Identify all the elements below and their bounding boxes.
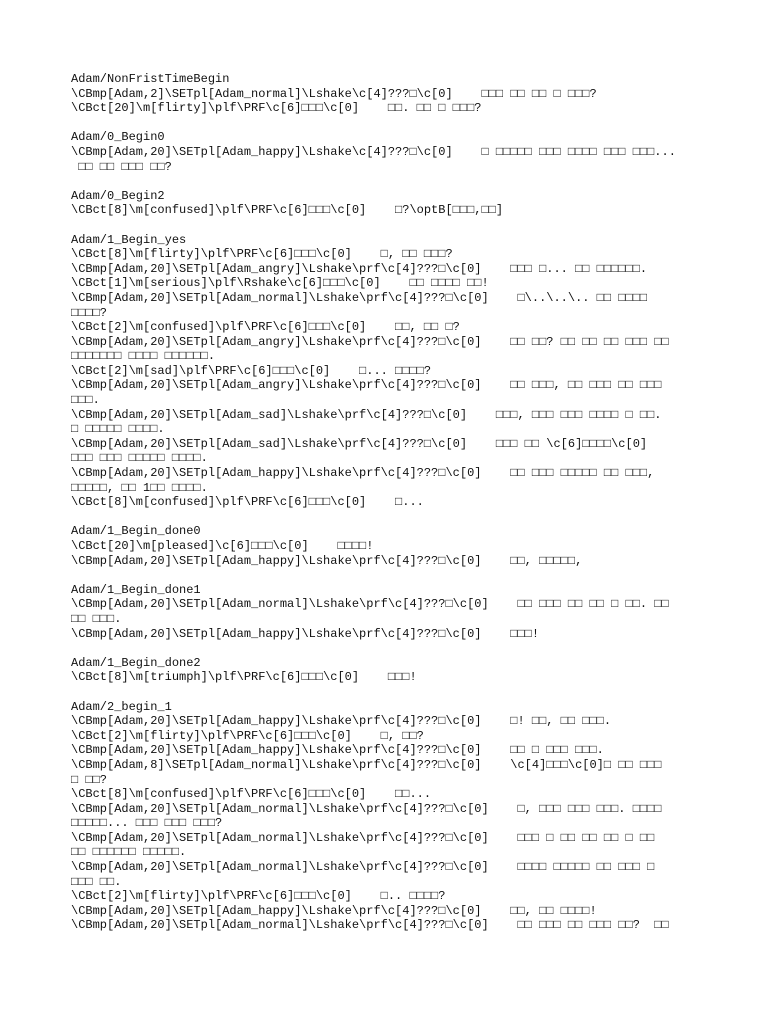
script-line: \CBmp[Adam,20]\SETpl[Adam_sad]\Lshake\prf\c[4]???□\c[0] □□□, □□□ □□□ □□□□ □ □□. xyxy=(71,407,662,422)
script-line: \CBmp[Adam,20]\SETpl[Adam_normal]\Lshake\prf\c[4]???□\c[0] □□□ □ □□ □□ □□ □ □□ xyxy=(71,830,655,845)
script-line: \CBmp[Adam,20]\SETpl[Adam_happy]\Lshake\prf\c[4]???□\c[0] □□□! xyxy=(71,626,540,641)
script-line: \CBmp[Adam,20]\SETpl[Adam_angry]\Lshake\prf\c[4]???□\c[0] □□ □□□, □□ □□□ □□ □□□ xyxy=(71,378,662,393)
script-line: \CBct[2]\m[flirty]\plf\PRF\c[6]□□□\c[0] □, □□? xyxy=(71,728,424,743)
script-block xyxy=(71,130,711,174)
script-line: \CBmp[Adam,20]\SETpl[Adam_happy]\Lshake\c[4]???□\c[0] □ □□□□□ □□□ □□□□ □□□ □□□... xyxy=(71,144,676,159)
script-line: \CBmp[Adam,20]\SETpl[Adam_angry]\Lshake\prf\c[4]???□\c[0] □□ □□? □□ □□ □□ □□□ □□ xyxy=(71,334,669,349)
script-line: \CBmp[Adam,20]\SETpl[Adam_normal]\Lshake\prf\c[4]???□\c[0] □□ □□□ □□ □□ □ □□. □□ xyxy=(71,597,669,612)
script-line: □□ □□□□□□ □□□□□. xyxy=(71,845,187,860)
script-line: □□□□□, □□ 1□□ □□□□. xyxy=(71,480,208,495)
script-line: \CBct[1]\m[serious]\plf\Rshake\c[6]□□□\c[0] □□ □□□□ □□! xyxy=(71,276,489,291)
script-line: \CBmp[Adam,20]\SETpl[Adam_normal]\Lshake\prf\c[4]???□\c[0] □□ □□□ □□ □□□ □□? □□ xyxy=(71,918,669,933)
script-label: Adam/1_Begin_done0 xyxy=(71,524,201,539)
script-label: Adam/0_Begin2 xyxy=(71,188,165,203)
script-line: \CBmp[Adam,20]\SETpl[Adam_normal]\Lshake\prf\c[4]???□\c[0] □\..\..\.. □□ □□□□ xyxy=(71,290,648,305)
script-line: □□ □□ □□□ □□? xyxy=(71,159,172,174)
script-line: \CBmp[Adam,20]\SETpl[Adam_happy]\Lshake\prf\c[4]???□\c[0] □□ □ □□□ □□□. xyxy=(71,743,604,758)
script-label: Adam/NonFristTimeBegin xyxy=(71,72,230,86)
script-line: □ □□□□□ □□□□. xyxy=(71,422,165,437)
script-line: \CBct[20]\m[pleased]\c[6]□□□\c[0] □□□□! xyxy=(71,539,374,553)
script-line: \CBmp[Adam,2]\SETpl[Adam_normal]\Lshake\c[4]???□\c[0] □□□ □□ □□ □ □□□? xyxy=(71,86,597,101)
script-line: \CBct[2]\m[flirty]\plf\PRF\c[6]□□□\c[0] □.. □□□□? xyxy=(71,889,446,904)
script-line: \CBct[2]\m[confused]\plf\PRF\c[6]□□□\c[0] □□, □□ □? xyxy=(71,320,460,335)
script-line: \CBct[8]\m[confused]\plf\PRF\c[6]□□□\c[0] □□... xyxy=(71,787,432,802)
script-label: Adam/2_begin_1 xyxy=(71,699,172,714)
script-block xyxy=(71,700,711,934)
script-line: □□□ □□□ □□□□□ □□□□. xyxy=(71,451,208,466)
script-line: □□□□□... □□□ □□□ □□□? xyxy=(71,816,223,831)
script-label: Adam/1_Begin_done2 xyxy=(71,655,201,670)
script-line: \CBmp[Adam,20]\SETpl[Adam_happy]\Lshake\prf\c[4]???□\c[0] □□ □□□ □□□□□ □□ □□□, xyxy=(71,466,655,481)
script-line: \CBmp[Adam,20]\SETpl[Adam_normal]\Lshake\prf\c[4]???□\c[0] □□□□ □□□□□ □□ □□□ □ xyxy=(71,860,655,875)
script-line: □□□□? xyxy=(71,305,108,320)
script-label: Adam/1_Begin_done1 xyxy=(71,582,201,597)
script-block xyxy=(71,524,711,568)
script-block xyxy=(71,583,711,641)
script-line: \CBct[8]\m[confused]\plf\PRF\c[6]□□□\c[0] □?\optB[□□□,□□] xyxy=(71,203,504,218)
script-line: \CBmp[Adam,20]\SETpl[Adam_happy]\Lshake\prf\c[4]???□\c[0] □! □□, □□ □□□. xyxy=(71,714,612,729)
script-block xyxy=(71,189,711,218)
script-line: □ □□? xyxy=(71,772,108,787)
script-line: \CBct[8]\m[confused]\plf\PRF\c[6]□□□\c[0] □... xyxy=(71,495,424,510)
document-body xyxy=(71,72,711,948)
script-line: \CBmp[Adam,20]\SETpl[Adam_normal]\Lshake\prf\c[4]???□\c[0] □, □□□ □□□ □□□. □□□□ xyxy=(71,801,662,816)
script-block xyxy=(71,72,711,116)
script-label: Adam/0_Begin0 xyxy=(71,130,165,145)
script-line: □□□. xyxy=(71,393,100,408)
script-label: Adam/1_Begin_yes xyxy=(71,232,187,247)
script-line: \CBmp[Adam,8]\SETpl[Adam_normal]\Lshake\prf\c[4]???□\c[0] \c[4]□□□\c[0]□ □□ □□□ xyxy=(71,757,662,772)
script-line: \CBct[2]\m[sad]\plf\PRF\c[6]□□□\c[0] □... □□□□? xyxy=(71,363,432,378)
script-line: □□ □□□. xyxy=(71,611,122,626)
script-line: \CBmp[Adam,20]\SETpl[Adam_sad]\Lshake\prf\c[4]???□\c[0] □□□ □□ \c[6]□□□□\c[0] xyxy=(71,436,648,451)
script-block xyxy=(71,233,711,510)
script-line: \CBct[20]\m[flirty]\plf\PRF\c[6]□□□\c[0] □□. □□ □ □□□? xyxy=(71,101,482,116)
script-line: □□□ □□. xyxy=(71,874,122,889)
script-line: \CBct[8]\m[triumph]\plf\PRF\c[6]□□□\c[0] □□□! xyxy=(71,670,417,685)
script-line: □□□□□□□ □□□□ □□□□□□. xyxy=(71,349,216,364)
script-line: \CBmp[Adam,20]\SETpl[Adam_angry]\Lshake\prf\c[4]???□\c[0] □□□ □... □□ □□□□□□. xyxy=(71,261,648,276)
script-block xyxy=(71,656,711,685)
script-line: \CBmp[Adam,20]\SETpl[Adam_happy]\Lshake\prf\c[4]???□\c[0] □□, □□ □□□□! xyxy=(71,903,597,918)
script-line: \CBct[8]\m[flirty]\plf\PRF\c[6]□□□\c[0] □, □□ □□□? xyxy=(71,247,453,262)
script-line: \CBmp[Adam,20]\SETpl[Adam_happy]\Lshake\prf\c[4]???□\c[0] □□, □□□□□, xyxy=(71,553,583,568)
